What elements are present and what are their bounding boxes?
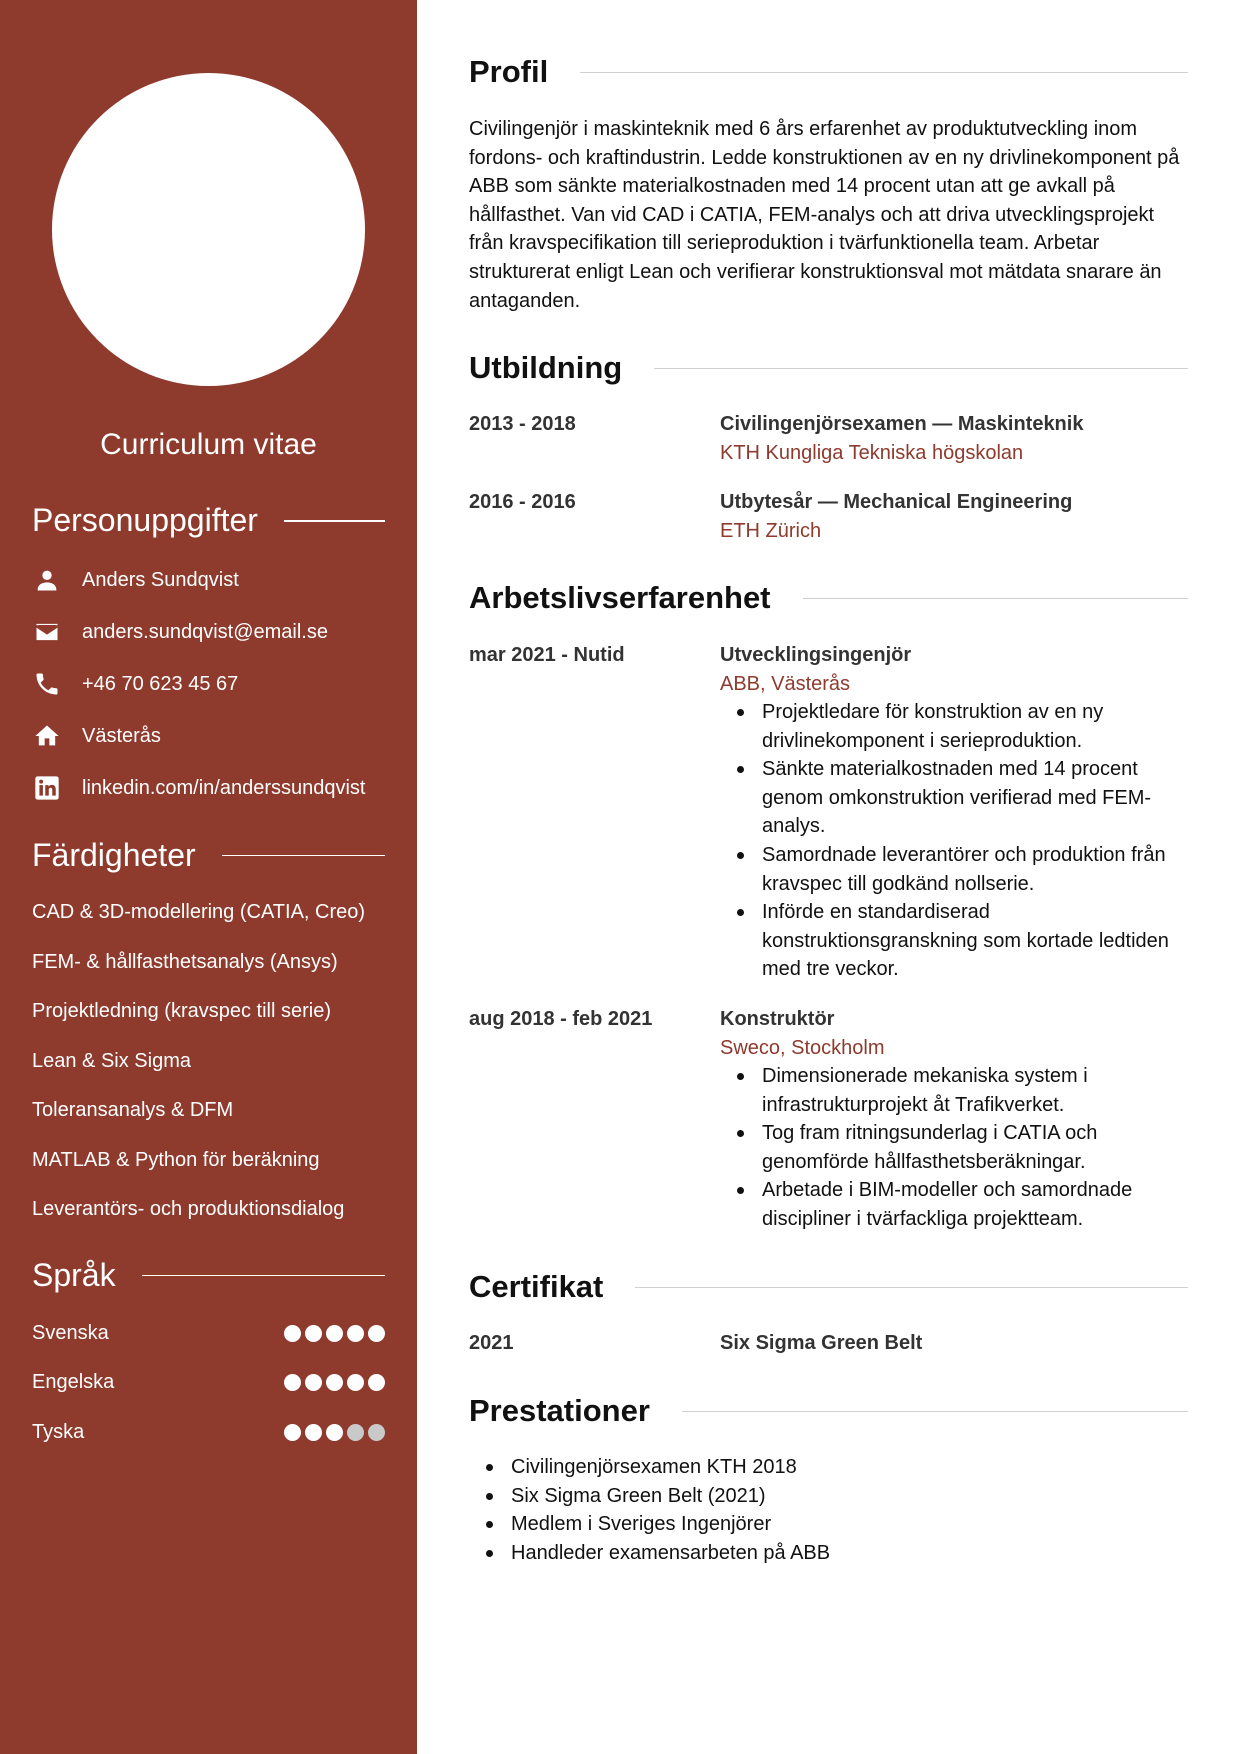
level-dot-filled [347, 1374, 364, 1391]
heading-divider [654, 368, 1188, 369]
achievement-item: Six Sigma Green Belt (2021) [469, 1482, 1169, 1511]
job-employer: Sweco, Stockholm [720, 1037, 885, 1059]
achievements-heading [469, 1393, 1188, 1429]
job-bullets [720, 1062, 1190, 1234]
level-dot-filled [326, 1325, 343, 1342]
education-date: 2016 - 2016 [469, 491, 576, 513]
contact-linkedin[interactable] [32, 773, 366, 803]
personal-info-heading [32, 502, 385, 539]
job-bullets [720, 698, 1190, 984]
contact-phone[interactable] [32, 669, 238, 699]
profile-summary: Civilingenjör i maskinteknik med 6 års erfarenhet av produktutveckling inom fordons- och kraftindustrin. Ledde konstruktionen av en ny drivlinekomponent på ABB som sänkte materialkostnaden med 14 procent utan att ge avkall på hållfasthet. Van vid CAD i CATIA, FEM-analys och att driva utvecklingsprojekt från kravspecifikation till serieproduktion i tvärfunktionella team. Arbetar strukturerat enligt Lean och verifierar konstruktionsval mot mätdata snarare än antaganden. [469, 118, 1180, 312]
contact-name-text: Anders Sundqvist [82, 568, 239, 591]
cv-title: Curriculum vitae [100, 428, 317, 461]
contact-email[interactable] [32, 617, 328, 647]
heading-divider [635, 1287, 1188, 1288]
person-icon [32, 565, 62, 595]
skill-item: Projektledning (kravspec till serie) [32, 1000, 332, 1022]
level-dot-filled [305, 1424, 322, 1441]
heading-divider [580, 72, 1188, 73]
heading-divider [142, 1275, 385, 1276]
skill-item: Lean & Six Sigma [32, 1050, 191, 1072]
contact-email-text[interactable]: anders.sundqvist@email.se [82, 620, 328, 643]
languages-heading [32, 1257, 385, 1294]
heading-divider [803, 598, 1188, 599]
education-date: 2013 - 2018 [469, 413, 576, 435]
job-bullet: Införde en standardiserad konstruktionsgranskning som kortade ledtiden med tre veckor. [720, 898, 1190, 984]
heading-divider [682, 1411, 1188, 1412]
level-dot-filled [326, 1424, 343, 1441]
language-row [32, 1421, 385, 1444]
job-bullet: Samordnade leverantörer och produktion från kravspec till godkänd nollserie. [720, 841, 1190, 898]
achievements-heading-text: Prestationer [469, 1393, 650, 1428]
experience-heading [469, 580, 1188, 616]
personal-info-heading-text: Personuppgifter [32, 502, 258, 538]
education-title: Utbytesår — Mechanical Engineering [720, 491, 1073, 513]
level-dot-empty [347, 1424, 364, 1441]
certificate-title: Six Sigma Green Belt [720, 1332, 923, 1354]
level-dot-filled [347, 1325, 364, 1342]
contact-location-text: Västerås [82, 724, 161, 747]
skill-item: Toleransanalys & DFM [32, 1099, 234, 1121]
profile-heading [469, 54, 1188, 90]
skills-heading-text: Färdigheter [32, 837, 196, 873]
language-row [32, 1371, 385, 1394]
languages-heading-text: Språk [32, 1257, 116, 1293]
education-school: ETH Zürich [720, 520, 822, 542]
achievement-item: Civilingenjörsexamen KTH 2018 [469, 1453, 1169, 1482]
job-bullet: Arbetade i BIM-modeller och samordnade discipliner i tvärfackliga projektteam. [720, 1176, 1190, 1233]
language-level-dots [284, 1325, 385, 1342]
home-icon [32, 721, 62, 751]
experience-heading-text: Arbetslivserfarenhet [469, 580, 771, 615]
language-name: Engelska [32, 1371, 115, 1393]
education-heading-text: Utbildning [469, 350, 623, 385]
level-dot-filled [326, 1374, 343, 1391]
job-bullet: Projektledare för konstruktion av en ny drivlinekomponent i serieproduktion. [720, 698, 1190, 755]
level-dot-filled [368, 1374, 385, 1391]
education-school: KTH Kungliga Tekniska högskolan [720, 442, 1024, 464]
achievement-item: Handleder examensarbeten på ABB [469, 1539, 1169, 1568]
language-level-dots [284, 1374, 385, 1391]
achievements-list [469, 1453, 1169, 1567]
level-dot-filled [284, 1325, 301, 1342]
linkedin-icon [32, 773, 62, 803]
sidebar [0, 0, 417, 1754]
contact-location [32, 721, 161, 751]
job-date: aug 2018 - feb 2021 [469, 1008, 653, 1030]
contact-name [32, 565, 239, 595]
certificates-heading [469, 1269, 1188, 1305]
certificates-heading-text: Certifikat [469, 1269, 604, 1304]
skill-item: FEM- & hållfasthetsanalys (Ansys) [32, 951, 338, 973]
level-dot-filled [284, 1374, 301, 1391]
level-dot-filled [284, 1424, 301, 1441]
email-icon [32, 617, 62, 647]
skills-heading [32, 837, 385, 874]
contact-linkedin-text[interactable]: linkedin.com/in/anderssundqvist [82, 776, 366, 799]
skill-item: MATLAB & Python för beräkning [32, 1149, 320, 1171]
contact-phone-text[interactable]: +46 70 623 45 67 [82, 672, 239, 695]
heading-divider [284, 520, 385, 522]
job-bullet: Dimensionerade mekaniska system i infrastrukturprojekt åt Trafikverket. [720, 1062, 1190, 1119]
achievement-item: Medlem i Sveriges Ingenjörer [469, 1510, 1169, 1539]
job-title: Konstruktör [720, 1008, 835, 1030]
language-row [32, 1322, 385, 1345]
skill-item: CAD & 3D-modellering (CATIA, Creo) [32, 901, 366, 923]
profile-photo-placeholder [52, 73, 365, 386]
job-employer: ABB, Västerås [720, 673, 851, 695]
job-title: Utvecklingsingenjör [720, 644, 912, 666]
certificate-date: 2021 [469, 1332, 514, 1354]
phone-icon [32, 669, 62, 699]
job-date: mar 2021 - Nutid [469, 644, 625, 666]
level-dot-filled [305, 1374, 322, 1391]
heading-divider [222, 855, 385, 856]
level-dot-filled [305, 1325, 322, 1342]
skill-item: Leverantörs- och produktionsdialog [32, 1198, 345, 1220]
language-level-dots [284, 1424, 385, 1441]
level-dot-filled [368, 1325, 385, 1342]
job-bullet: Tog fram ritningsunderlag i CATIA och genomförde hållfasthetsberäkningar. [720, 1119, 1190, 1176]
language-name: Svenska [32, 1322, 109, 1344]
language-name: Tyska [32, 1421, 85, 1443]
education-title: Civilingenjörsexamen — Maskinteknik [720, 413, 1084, 435]
level-dot-empty [368, 1424, 385, 1441]
job-bullet: Sänkte materialkostnaden med 14 procent genom omkonstruktion verifierad med FEM-analys. [720, 755, 1190, 841]
education-heading [469, 350, 1188, 386]
profile-heading-text: Profil [469, 54, 549, 89]
